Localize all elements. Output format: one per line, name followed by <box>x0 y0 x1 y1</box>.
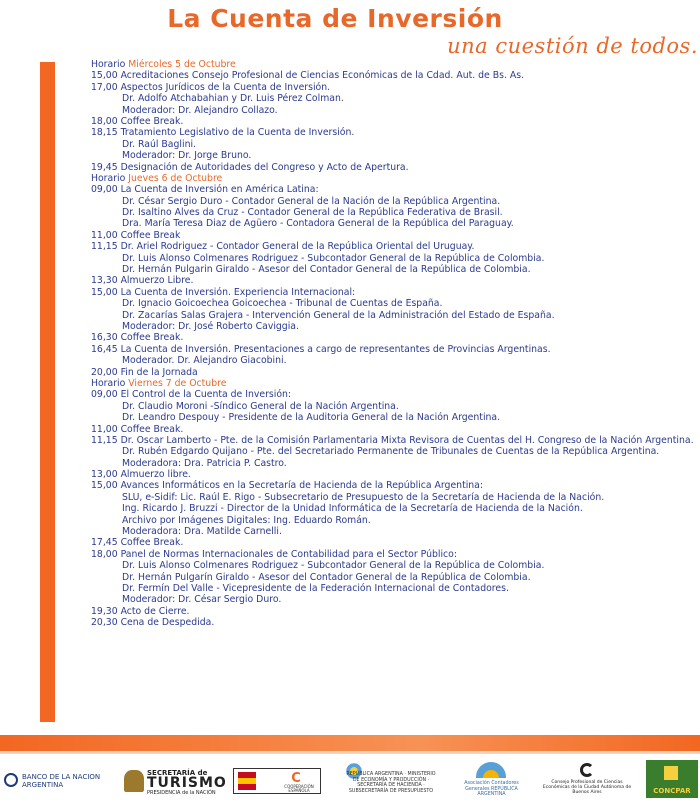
schedule-item: 19,45 Designación de Autoridades del Congreso y Acto de Apertura. <box>91 161 409 173</box>
schedule-detail: Dr. Luis Alonso Colmenares Rodriguez - Subcontador General de la República de Colombia. <box>122 252 545 264</box>
schedule-item: 20,00 Fin de la Jornada <box>91 366 198 378</box>
schedule-detail: Moderador: Dr. Alejandro Collazo. <box>122 104 278 116</box>
schedule-item: 16,30 Coffee Break. <box>91 332 184 344</box>
turismo-big-text: TURISMO <box>147 775 227 791</box>
schedule-item: 13,00 Almuerzo libre. <box>91 469 191 481</box>
schedule-item: 18,00 Coffee Break. <box>91 115 184 127</box>
schedule-item: 15,00 Acreditaciones Consejo Profesional de Ciencias Económicas de la Cdad. Aut. de Bs. As. <box>91 70 525 82</box>
schedule-detail: Dr. Fermín Del Valle - Vicepresidente de la Federación Internacional de Contadores. <box>122 582 509 594</box>
ministerio-economia-logo <box>345 760 435 800</box>
schedule-detail: Ing. Ricardo J. Bruzzi - Director de la Unidad Informática de la Secretaría de Hacienda de la Nación. <box>122 503 583 515</box>
schedule-detail: Dr. César Sergio Duro - Contador General de la Nación de la República Argentina. <box>122 195 501 207</box>
orange-side-bar <box>40 62 55 722</box>
day-header-label: Horario <box>91 377 129 389</box>
day-header-label: Horario <box>91 172 129 184</box>
schedule-item: 20,30 Cena de Despedida. <box>91 617 215 629</box>
tagline: una cuestión de todos. <box>447 34 698 58</box>
day-header-date: Jueves 6 de Octubre <box>128 172 223 184</box>
schedule-item: 09,00 El Control de la Cuenta de Inversión: <box>91 389 292 401</box>
concpar-mark-icon <box>664 766 678 780</box>
sponsor-logos <box>0 760 700 803</box>
schedule-detail: Moderador: Dr. José Roberto Caviggia. <box>122 320 299 332</box>
bottom-decorative-band <box>0 735 700 751</box>
turismo-emblem-icon <box>124 770 144 792</box>
turismo-sub-text: PRESIDENCIA de la NACIÓN <box>147 790 216 796</box>
schedule-item: 09,00 La Cuenta de Inversión en América Latina: <box>91 184 319 196</box>
schedule-detail: Dr. Raúl Baglini. <box>122 138 196 150</box>
schedule-detail: Dr. Zacarías Salas Grajera - Intervención General de la Administración del Estado de España. <box>122 309 555 321</box>
schedule-detail: Moderadora: Dra. Matilde Carnelli. <box>122 526 282 538</box>
cooperacion-mark-icon: C <box>291 771 301 786</box>
banco-nacion-text: BANCO DE LA NACION ARGENTINA <box>22 773 101 789</box>
schedule-detail: Moderador: Dr. Jorge Bruno. <box>122 150 252 162</box>
schedule-detail: Archivo por Imágenes Digitales: Ing. Eduardo Román. <box>122 514 371 526</box>
concpar-text: CONCPAR <box>653 787 691 795</box>
banco-nacion-logo <box>4 760 114 800</box>
schedule-item: 15,00 Avances Informáticos en la Secretaría de Hacienda de la República Argentina: <box>91 480 484 492</box>
cooperacion-text: COOPERACIÓN ESPAÑOLA <box>284 784 314 793</box>
day-header <box>91 378 696 389</box>
schedule-item: 11,00 Coffee Break <box>91 229 181 241</box>
schedule-detail: Dr. Isaltino Alves da Cruz - Contador General de la República Federativa de Brasil. <box>122 207 503 219</box>
page-title: La Cuenta de Inversión <box>167 4 503 33</box>
schedule-detail: Moderadora: Dra. Patricia P. Castro. <box>122 457 287 469</box>
day-header <box>91 173 696 184</box>
asociacion-text: Asociación Contadores Generales REPÚBLICA ARGENTINA <box>464 781 519 797</box>
schedule-item: 17,45 Coffee Break. <box>91 537 184 549</box>
schedule-detail: Dra. María Teresa Diaz de Agüero - Contadora General de la República del Paraguay. <box>122 218 514 230</box>
consejo-profesional-logo <box>540 760 634 800</box>
schedule-detail: Dr. Ignacio Goicoechea Goicoechea - Tribunal de Cuentas de España. <box>122 298 443 310</box>
schedule-detail: Moderador. Dr. Alejandro Giacobini. <box>122 355 287 367</box>
spain-shield-icon <box>238 772 256 790</box>
schedule-item: 13,30 Almuerzo Libre. <box>91 275 194 287</box>
schedule-detail: Dr. Luis Alonso Colmenares Rodriguez - Subcontador General de la República de Colombia. <box>122 560 545 572</box>
schedule-item: 15,00 La Cuenta de Inversión. Experiencia Internacional: <box>91 286 356 298</box>
schedule-detail: Dr. Claudio Moroni -Síndico General de la Nación Argentina. <box>122 400 399 412</box>
day-header-label: Horario <box>91 59 129 70</box>
schedule-item: 19,30 Acto de Cierre. <box>91 605 190 617</box>
banco-nacion-icon <box>4 773 18 787</box>
schedule-detail: Dr. Hernán Pulgarín Giraldo - Asesor del Contador General de la República de Colombia. <box>122 571 531 583</box>
schedule-detail: Dr. Hernán Pulgarin Giraldo - Asesor del Contador General de la República de Colombia. <box>122 264 531 276</box>
turismo-small-text: SECRETARÍA de <box>147 769 208 777</box>
schedule-item: 11,15 Dr. Ariel Rodriguez - Contador General de la República Oriental del Uruguay. <box>91 241 475 253</box>
schedule <box>91 59 696 629</box>
cooperacion-espanola-logo <box>233 768 321 794</box>
secretaria-turismo-logo <box>122 760 227 800</box>
asociacion-contadores-logo <box>454 760 529 800</box>
consejo-mark-icon <box>580 763 594 777</box>
schedule-detail: SLU, e-Sidif: Lic. Raúl E. Rigo - Subsecretario de Presupuesto de la Secretaría de Hacienda de la Nación. <box>122 491 605 503</box>
day-header-date: Miércoles 5 de Octubre <box>128 59 236 70</box>
ministerio-text: REPÚBLICA ARGENTINA · MINISTERIO DE ECONOMÍA Y PRODUCCIÓN · SECRETARÍA DE HACIENDA · SUBSECRETARÍA DE PRESUPUESTO <box>346 772 436 794</box>
sun-icon <box>476 762 506 778</box>
schedule-detail: Moderador: Dr. César Sergio Duro. <box>122 594 282 606</box>
concpar-logo <box>646 760 698 798</box>
schedule-item: 18,15 Tratamiento Legislativo de la Cuenta de Inversión. <box>91 127 355 139</box>
day-header <box>91 59 696 70</box>
schedule-item: 11,00 Coffee Break. <box>91 423 184 435</box>
consejo-text: Consejo Profesional de Ciencias Económicas de la Ciudad Autónoma de Buenos Aires <box>542 780 632 796</box>
day-header-date: Viernes 7 de Octubre <box>128 377 227 389</box>
schedule-detail: Dr. Rubén Edgardo Quijano - Pte. del Secretariado Permanente de Tribunales de Cuentas de la República Argentina. <box>122 446 660 458</box>
schedule-item: 18,00 Panel de Normas Internacionales de Contabilidad para el Sector Público: <box>91 548 457 560</box>
schedule-item: 16,45 La Cuenta de Inversión. Presentaciones a cargo de representantes de Provincias Argentinas. <box>91 343 551 355</box>
schedule-detail: Dr. Leandro Despouy - Presidente de la Auditoria General de la Nación Argentina. <box>122 412 501 424</box>
schedule-item: 17,00 Aspectos Jurídicos de la Cuenta de Inversión. <box>91 81 331 93</box>
schedule-item: 11,15 Dr. Oscar Lamberto - Pte. de la Comisión Parlamentaria Mixta Revisora de Cuentas del H. Congreso de la Nación Argentina. <box>91 434 694 446</box>
schedule-detail: Dr. Adolfo Atchabahian y Dr. Luis Pérez Colman. <box>122 93 344 105</box>
